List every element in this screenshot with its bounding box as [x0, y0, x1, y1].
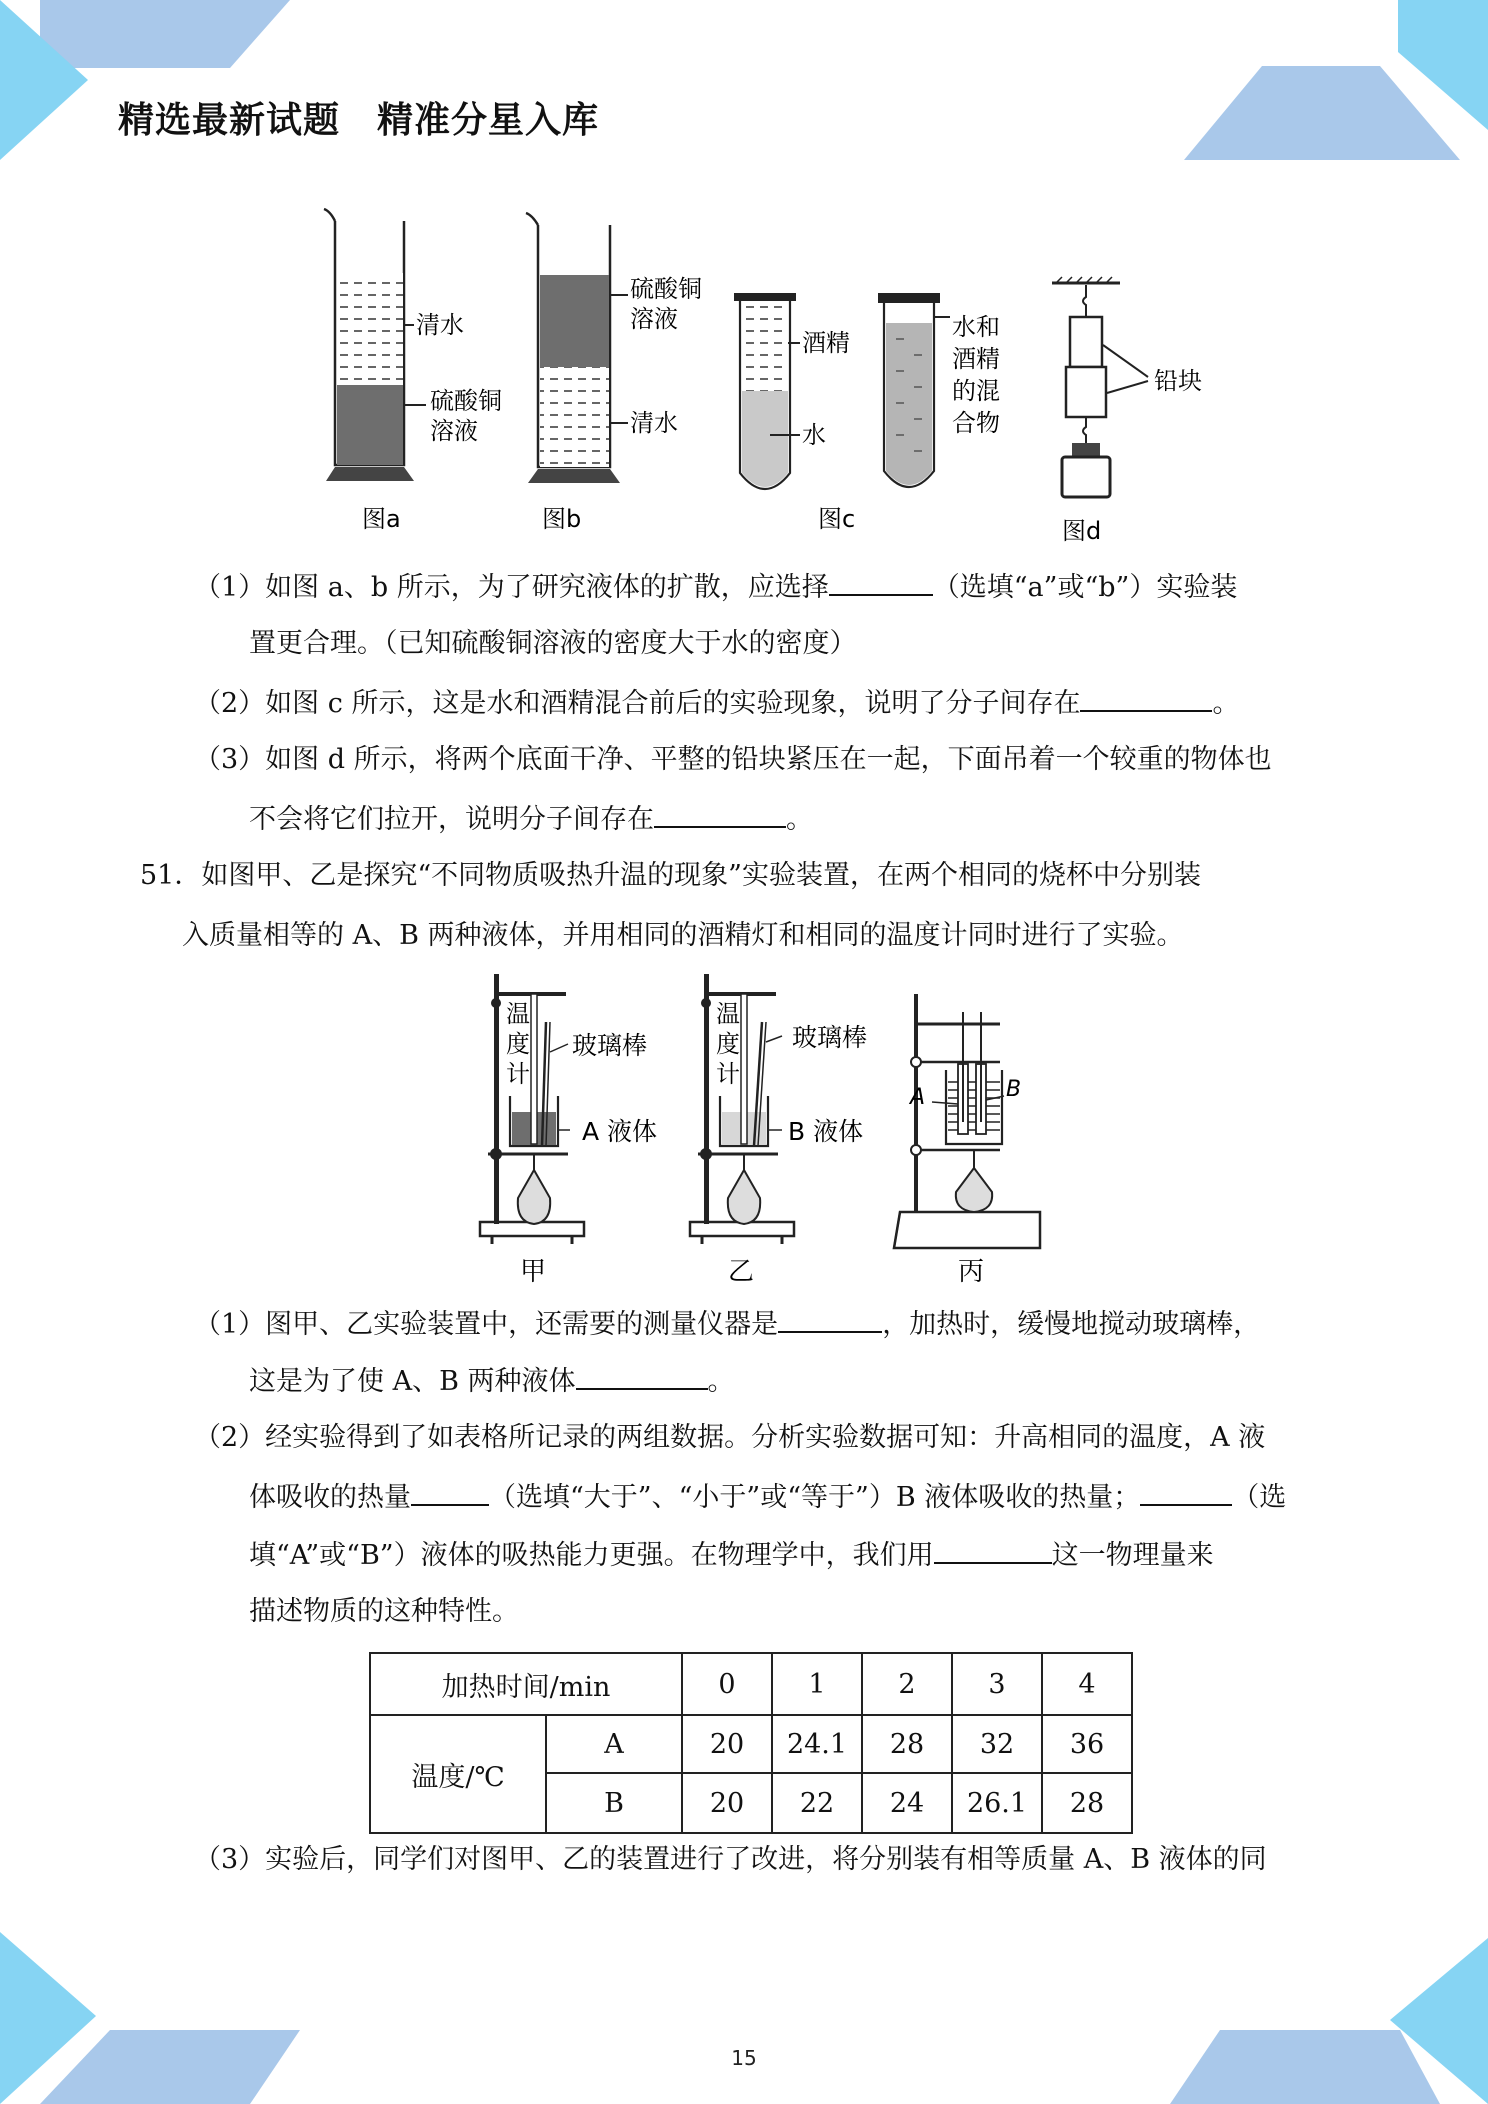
svg-text:计: 计 [716, 1060, 740, 1088]
water-layer-b [540, 367, 609, 467]
label-c-water: 水 [802, 421, 826, 449]
label-a-copper-2: 溶液 [430, 417, 478, 445]
thermometer-jia [531, 994, 537, 1144]
alcohol-lamp-jia [518, 1154, 550, 1224]
label-bing-b: B [1006, 1077, 1022, 1102]
table-row: 温度/℃ A 20 24.1 28 32 36 [370, 1715, 1132, 1773]
label-rod-yi: 玻璃棒 [792, 1023, 868, 1052]
cylinder-base-b [528, 469, 620, 483]
q51-stem-line1: 51．如图甲、乙是探究“不同物质吸热升温的现象”实验装置，在两个相同的烧杯中分别装 [140, 860, 1201, 891]
answer-blank[interactable] [576, 1362, 708, 1390]
answer-blank[interactable] [1140, 1478, 1232, 1506]
table-row: B 20 22 24 26.1 28 [370, 1773, 1132, 1833]
caption-c: 图c [818, 505, 856, 533]
figure-b [526, 213, 702, 533]
label-b-copper-1: 硫酸铜 [630, 275, 702, 303]
top-left-trapezoid [40, 0, 290, 68]
stand-rod [494, 974, 499, 1224]
label-liquid-a: A 液体 [582, 1117, 658, 1146]
table-row: 加热时间/min 0 1 2 3 4 [370, 1653, 1132, 1715]
q51-part2-line1: （2）经实验得到了如表格所记录的两组数据。分析实验数据可知：升高相同的温度，A 液 [194, 1422, 1266, 1453]
table-temp-label: 温度/℃ [370, 1715, 546, 1833]
heavy-weight [1062, 457, 1110, 497]
tube-cap-c2 [878, 293, 940, 303]
label-c-mix-2: 酒精 [952, 345, 1000, 373]
apparatus-jia [480, 974, 657, 1287]
answer-blank[interactable] [654, 800, 786, 828]
answer-blank[interactable] [934, 1536, 1052, 1564]
q50-part1-line2: 置更合理。（已知硫酸铜溶液的密度大于水的密度） [249, 628, 857, 659]
q50-part1-line1: （1）如图 a、b 所示，为了研究液体的扩散，应选择 （选填“a”或“b”）实验装 [194, 568, 1237, 606]
answer-blank[interactable] [411, 1478, 489, 1506]
alcohol-layer [742, 303, 788, 391]
thermometer-yi [741, 994, 747, 1144]
label-bing-a: A [910, 1085, 926, 1110]
caption-yi: 乙 [728, 1257, 755, 1287]
label-a-copper-1: 硫酸铜 [430, 387, 502, 415]
water-layer-c [742, 391, 788, 487]
alcohol-lamp-bing [956, 1150, 992, 1212]
label-b-copper-2: 溶液 [630, 305, 678, 333]
beaker-bing [946, 1070, 1002, 1144]
label-liquid-b: B 液体 [788, 1117, 864, 1146]
q50-part3-line1: （3）如图 d 所示，将两个底面干净、平整的铅块紧压在一起，下面吊着一个较重的物体也 [194, 744, 1272, 775]
label-a-water: 清水 [416, 311, 464, 339]
q51-part2-line4: 描述物质的这种特性。 [249, 1596, 519, 1627]
svg-text:度: 度 [716, 1030, 740, 1058]
label-rod-jia: 玻璃棒 [572, 1031, 648, 1060]
lead-block-upper [1070, 317, 1102, 367]
answer-blank[interactable] [1080, 684, 1212, 712]
apparatus-bing [894, 994, 1040, 1287]
svg-text:温: 温 [716, 1000, 740, 1028]
caption-a: 图a [362, 505, 401, 533]
label-c-mix-1: 水和 [952, 313, 1000, 341]
caption-b: 图b [542, 505, 582, 533]
mixture-layer [886, 323, 932, 485]
svg-text:计: 计 [506, 1060, 530, 1088]
temperature-data-table [369, 1652, 1133, 1834]
q51-stem-line2: 入质量相等的 A、B 两种液体，并用相同的酒精灯和相同的温度计同时进行了实验。 [182, 920, 1184, 951]
q50-part3-line2: 不会将它们拉开，说明分子间存在 。 [249, 800, 813, 838]
svg-text:度: 度 [506, 1030, 530, 1058]
alcohol-lamp-yi [728, 1154, 760, 1224]
q51-part2-line2: 体吸收的热量 （选填“大于”、“小于”或“等于”）B 液体吸收的热量； （选 [249, 1478, 1286, 1516]
label-b-water: 清水 [630, 409, 678, 437]
q51-part1-line2: 这是为了使 A、B 两种液体 。 [249, 1362, 735, 1400]
label-c-mix-4: 合物 [952, 409, 1000, 437]
page-number: 15 [731, 2046, 757, 2070]
apparatus-yi [690, 974, 867, 1287]
q51-part2-line3: 填“A”或“B”）液体的吸热能力更强。在物理学中，我们用 这一物理量来 [249, 1536, 1214, 1574]
svg-text:温: 温 [506, 1000, 530, 1028]
diffusion-figures [310, 205, 1210, 555]
label-c-alcohol: 酒精 [802, 329, 850, 357]
caption-d: 图d [1062, 517, 1102, 545]
answer-blank[interactable] [829, 568, 933, 596]
caption-bing: 丙 [958, 1257, 985, 1287]
lead-block-lower [1066, 367, 1106, 417]
label-c-mix-3: 的混 [952, 377, 1000, 405]
header-title: 精选最新试题 精准分星入库 [118, 100, 600, 141]
water-layer-a [337, 273, 403, 385]
tube-cap-c1 [734, 293, 796, 301]
cylinder-base-a [326, 467, 414, 481]
heating-apparatus-figure [470, 972, 1050, 1290]
caption-jia: 甲 [520, 1257, 547, 1287]
copper-sulfate-layer-b [540, 275, 609, 367]
top-right-trapezoid [1184, 66, 1460, 160]
figure-c [734, 293, 1000, 533]
q51-part1-line1: （1）图甲、乙实验装置中，还需要的测量仪器是 ，加热时，缓慢地搅动玻璃棒， [194, 1305, 1260, 1343]
answer-blank[interactable] [778, 1305, 882, 1333]
q50-part2: （2）如图 c 所示，这是水和酒精混合前后的实验现象，说明了分子间存在 。 [194, 684, 1239, 722]
q51-part3-line1: （3）实验后，同学们对图甲、乙的装置进行了改进，将分别装有相等质量 A、B 液体的同 [194, 1844, 1267, 1875]
label-d-lead: 铅块 [1154, 367, 1202, 395]
copper-sulfate-layer-a [337, 385, 403, 465]
figure-d [1052, 277, 1202, 545]
figure-a [324, 209, 502, 533]
table-header-time: 加热时间/min [370, 1653, 682, 1715]
